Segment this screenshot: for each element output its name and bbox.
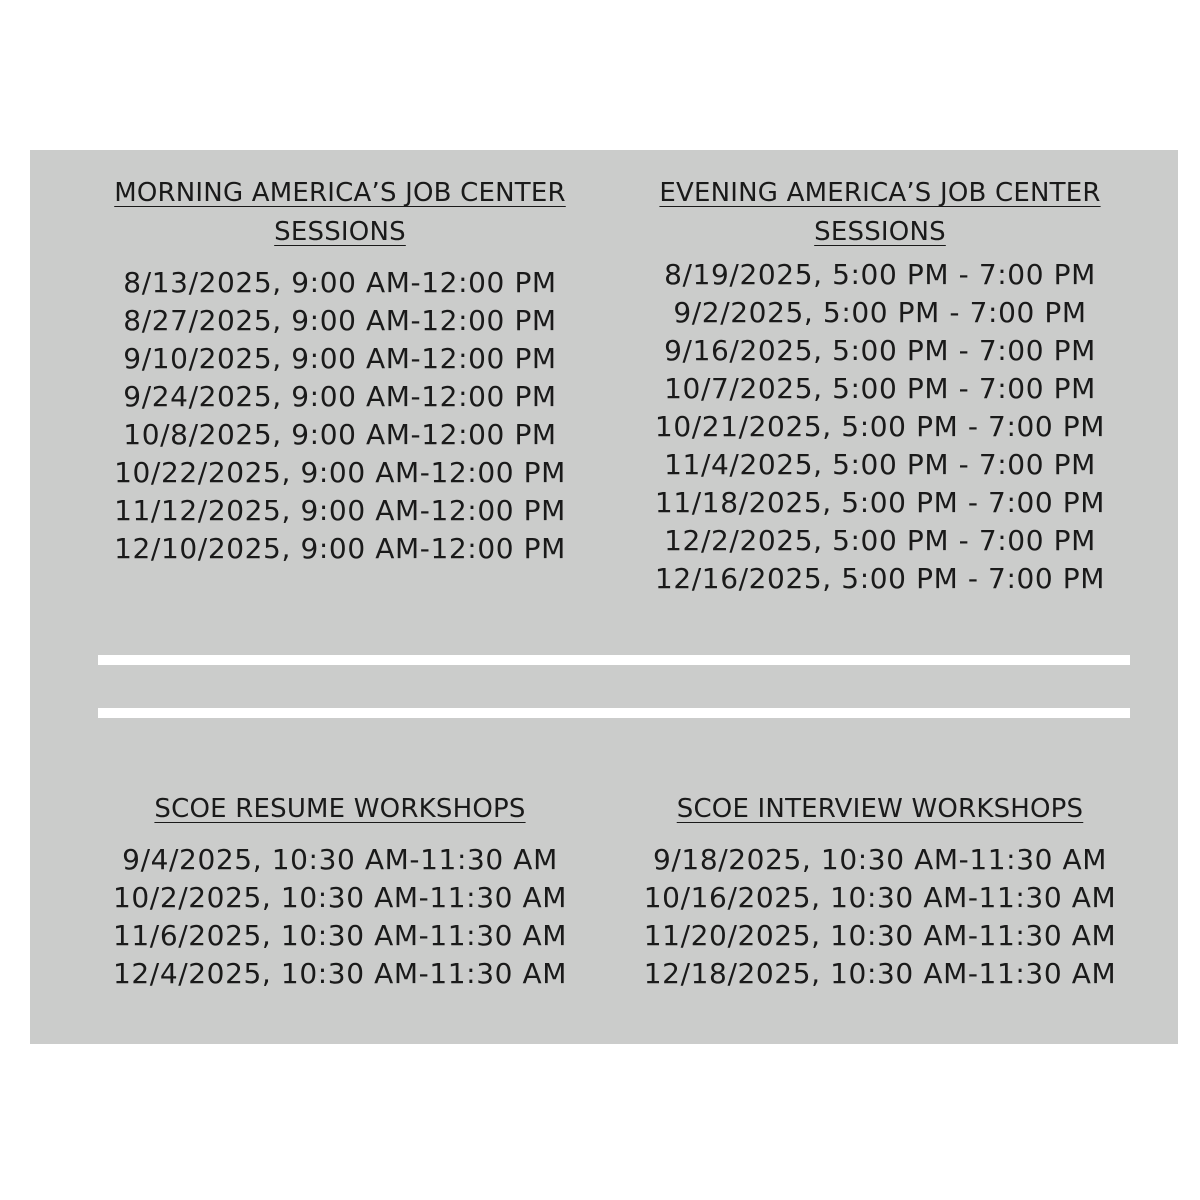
morning-heading-line1: MORNING AMERICA’S JOB CENTER bbox=[114, 178, 566, 208]
evening-sessions-list bbox=[625, 256, 1135, 598]
interview-workshops-list bbox=[625, 841, 1135, 993]
list-item: 9/18/2025, 10:30 AM-11:30 AM bbox=[652, 843, 1108, 876]
resume-workshops-heading: SCOE RESUME WORKSHOPS bbox=[154, 794, 526, 824]
list-item: 8/13/2025, 9:00 AM-12:00 PM bbox=[123, 266, 557, 299]
list-item: 12/16/2025, 5:00 PM - 7:00 PM bbox=[654, 562, 1106, 595]
list-item: 11/12/2025, 9:00 AM-12:00 PM bbox=[114, 494, 566, 527]
list-item: 8/27/2025, 9:00 AM-12:00 PM bbox=[123, 304, 557, 337]
morning-heading-line2: SESSIONS bbox=[274, 217, 406, 247]
schedule-panel bbox=[30, 150, 1178, 1044]
divider-bottom bbox=[98, 708, 1130, 718]
list-item: 8/19/2025, 5:00 PM - 7:00 PM bbox=[664, 258, 1096, 291]
morning-sessions-heading bbox=[90, 174, 590, 252]
list-item: 10/8/2025, 9:00 AM-12:00 PM bbox=[123, 418, 557, 451]
list-item: 9/2/2025, 5:00 PM - 7:00 PM bbox=[673, 296, 1087, 329]
list-item: 10/16/2025, 10:30 AM-11:30 AM bbox=[643, 881, 1117, 914]
interview-workshops-section bbox=[625, 790, 1135, 993]
list-item: 10/7/2025, 5:00 PM - 7:00 PM bbox=[664, 372, 1096, 405]
list-item: 11/6/2025, 10:30 AM-11:30 AM bbox=[112, 919, 568, 952]
resume-workshops-section bbox=[90, 790, 590, 993]
list-item: 12/4/2025, 10:30 AM-11:30 AM bbox=[112, 957, 568, 990]
list-item: 10/2/2025, 10:30 AM-11:30 AM bbox=[112, 881, 568, 914]
resume-workshops-list bbox=[90, 841, 590, 993]
list-item: 11/20/2025, 10:30 AM-11:30 AM bbox=[643, 919, 1117, 952]
list-item: 10/22/2025, 9:00 AM-12:00 PM bbox=[114, 456, 566, 489]
evening-sessions-section bbox=[625, 174, 1135, 598]
evening-sessions-heading bbox=[625, 174, 1135, 252]
divider-top bbox=[98, 655, 1130, 665]
list-item: 12/2/2025, 5:00 PM - 7:00 PM bbox=[664, 524, 1096, 557]
list-item: 9/16/2025, 5:00 PM - 7:00 PM bbox=[664, 334, 1096, 367]
morning-sessions-section bbox=[90, 174, 590, 568]
evening-heading-line2: SESSIONS bbox=[814, 217, 946, 247]
list-item: 9/10/2025, 9:00 AM-12:00 PM bbox=[123, 342, 557, 375]
list-item: 12/18/2025, 10:30 AM-11:30 AM bbox=[643, 957, 1117, 990]
morning-sessions-list bbox=[90, 264, 590, 568]
list-item: 11/4/2025, 5:00 PM - 7:00 PM bbox=[664, 448, 1096, 481]
list-item: 9/24/2025, 9:00 AM-12:00 PM bbox=[123, 380, 557, 413]
list-item: 9/4/2025, 10:30 AM-11:30 AM bbox=[122, 843, 558, 876]
interview-workshops-heading: SCOE INTERVIEW WORKSHOPS bbox=[676, 794, 1084, 824]
list-item: 11/18/2025, 5:00 PM - 7:00 PM bbox=[654, 486, 1106, 519]
evening-heading-line1: EVENING AMERICA’S JOB CENTER bbox=[659, 178, 1101, 208]
list-item: 10/21/2025, 5:00 PM - 7:00 PM bbox=[654, 410, 1106, 443]
list-item: 12/10/2025, 9:00 AM-12:00 PM bbox=[114, 532, 566, 565]
